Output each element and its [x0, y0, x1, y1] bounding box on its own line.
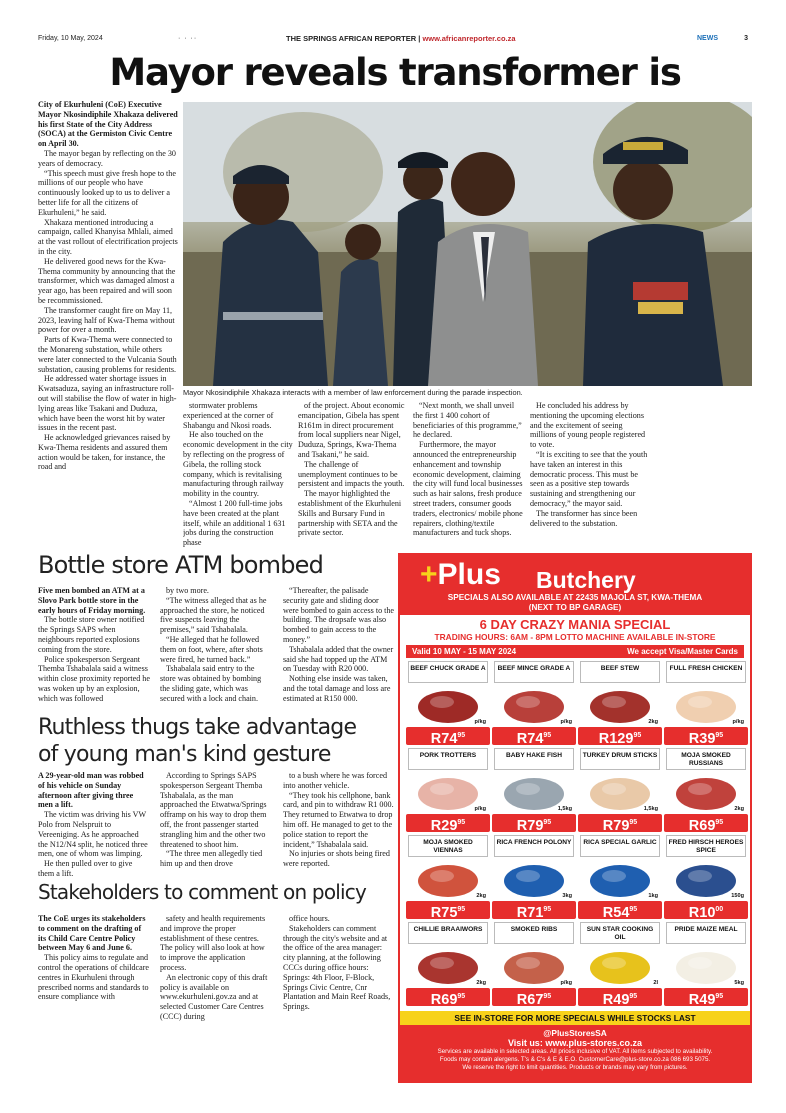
product-weight: p/kg	[474, 719, 486, 725]
page-number: 3	[744, 35, 748, 42]
product-tile	[492, 748, 576, 833]
product-weight: 2kg	[648, 719, 658, 725]
price-cents: 95	[543, 732, 552, 739]
product-tile	[664, 835, 748, 920]
product-tile	[406, 922, 490, 1007]
paragraph: “Next month, we shall unveil the first 1 400 cohort of beneficiaries of this programme,” he declared.	[413, 401, 522, 440]
price-cents: 95	[633, 732, 642, 739]
thugs-headline-line-2: of young man's kind gesture	[38, 742, 331, 767]
paragraph: “Thereafter, the palisade security gate and sliding door were bombed to gain access to the building. The dropsafe was also bombed to gain access to the money.”	[283, 586, 395, 644]
product-price	[406, 988, 490, 1006]
price-rand: R29	[430, 818, 458, 834]
product-weight: p/kg	[732, 719, 744, 725]
product-price	[492, 988, 576, 1006]
paragraph: The transformer has since been delivered to the substation.	[530, 508, 638, 528]
price-rand: R71	[516, 905, 544, 921]
product-name: TURKEY DRUM STICKS	[580, 748, 660, 770]
paragraph: to a bush where he was forced into another vehicle.	[283, 771, 387, 790]
product-tile	[664, 748, 748, 833]
paragraph: The challenge of unemployment continues to be persistent and impacts the youth.	[298, 459, 405, 489]
product-weight: p/kg	[560, 719, 572, 725]
paragraph: He concluded his address by mentioning the upcoming elections and the excitement of seeing millions of young people registered to vote.	[530, 401, 646, 450]
price-rand: R49	[602, 992, 630, 1008]
product-image	[580, 944, 660, 988]
product-tile	[578, 661, 662, 746]
paragraph: This policy aims to regulate and control the operations of childcare centres in Ekurhuleni through prescribed norms and standards to ensure compliance with	[38, 953, 150, 1002]
paragraph: “Almost 1 200 full-time jobs have been created at the plant itself, while an additional 1 631 jobs during the construction phase	[183, 498, 286, 548]
paragraph: by two more.	[166, 586, 209, 595]
paragraph: The bottle store owner notified the Springs SAPS when neighbours reported explosions coming from the store.	[38, 615, 145, 654]
product-price	[492, 901, 576, 919]
product-weight: p/kg	[560, 980, 572, 986]
product-name: PORK TROTTERS	[408, 748, 488, 770]
paragraph: Stakeholders can comment through the city's website and at the office of the area manager: city planning, at the following CCCs during office hours: Springs: 4th Floor, F-Block, Springs Civic Centre, Cnr Plantation and Main Reef Roads, Springs.	[283, 923, 391, 1012]
product-price	[406, 901, 490, 919]
price-rand: R54	[602, 905, 630, 921]
paragraph: Five men bombed an ATM at a Slovo Park bottle store in the early hours of Friday morning.	[38, 586, 146, 615]
thugs-headline-line-1: Ruthless thugs take advantage	[38, 715, 357, 740]
product-price	[578, 988, 662, 1006]
social-handle[interactable]: @PlusStoresSA	[543, 1028, 607, 1038]
price-rand: R69	[688, 818, 716, 834]
price-cents: 95	[457, 906, 466, 913]
price-cents: 95	[715, 819, 724, 826]
price-rand: R79	[602, 818, 630, 834]
product-price	[492, 814, 576, 832]
product-price	[664, 727, 748, 745]
photo-illustration	[183, 102, 752, 386]
paragraph: The transformer caught fire on May 11, 2023, leaving half of Kwa-Thema without power for over a month.	[38, 305, 175, 335]
product-tile	[406, 748, 490, 833]
price-cents: 95	[457, 732, 466, 739]
paragraph: Xhakaza mentioned introducing a campaign, called Khanyisa Mhlali, aimed at the vast rollout of electrification projects in the city.	[38, 217, 178, 256]
product-weight: 150g	[731, 893, 744, 899]
product-name: RICA SPECIAL GARLIC	[580, 835, 660, 857]
paragraph: The mayor highlighted the establishment of the Ekurhuleni Skills and Bursary Fund in partnership with SETA and the private sector.	[298, 489, 402, 538]
bottle-store-headline: Bottle store ATM bombed	[38, 551, 324, 579]
paragraph: The mayor began by reflecting on the 30 years of democracy.	[38, 148, 176, 168]
story4-column-1	[38, 914, 150, 1084]
paragraph: The victim was driving his VW Polo from Nelspruit to Vereeniging. As he approached the N12/N4 split, he noticed three men, one of whom was limping.	[38, 810, 148, 859]
paragraph: An electronic copy of this draft policy is available on www.ekurhuleni.gov.za and at selected Customer Care Centres (CCC) during	[160, 972, 268, 1021]
publication-name	[286, 34, 516, 43]
paragraph: Furthermore, the mayor announced the entrepreneurship enhancement and township economic development, claiming the city will fund local businesses such as hair salons, fresh produce street traders, consumer goods traders, electronics/ mobile phone repairers, clothing/textile manufacturers and tuck shops.	[413, 440, 523, 538]
product-name: RICA FRENCH POLONY	[494, 835, 574, 857]
price-rand: R69	[430, 992, 458, 1008]
product-name: BEEF CHUCK GRADE A	[408, 661, 488, 683]
price-cents: 95	[715, 732, 724, 739]
product-name: CHILLIE BRAAIWORS	[408, 922, 488, 944]
product-price	[406, 814, 490, 832]
payment-cards: We accept Visa/Master Cards	[627, 647, 738, 656]
availability-line-2: (NEXT TO BP GARAGE)	[528, 603, 622, 612]
price-rand: R74	[430, 731, 458, 747]
paragraph: “The witness alleged that as he approached the store, he noticed five suspects leaving the premises,” said Tshabalala.	[160, 595, 267, 635]
price-cents: 95	[543, 993, 552, 1000]
photo-caption: Mayor Nkosindiphile Xhakaza interacts with a member of law enforcement during the parade inspection.	[183, 388, 523, 397]
price-rand: R129	[598, 731, 634, 747]
price-rand: R74	[516, 731, 544, 747]
paragraph: He delivered good news for the Kwa-Thema community by announcing that the transformer, which was damaged almost a year ago, has been repaired and will soon be recommissioned.	[38, 256, 176, 305]
product-weight: 1,5kg	[643, 806, 658, 812]
paragraph: “He alleged that he followed them on foot, where, after shots were fired, he turned back.”	[160, 634, 263, 664]
paragraph: “This speech must give fresh hope to the millions of our people who have continuously looked up to us to deliver a better life for all the citizens of Ekurhuleni,” he said.	[38, 168, 176, 217]
price-cents: 95	[457, 819, 466, 826]
story4-column-3	[283, 914, 395, 1084]
price-rand: R75	[430, 905, 458, 921]
main-headline: Mayor reveals transformer is	[109, 51, 681, 94]
paragraph: Tshabalala said entry to the store was obtained by bombing the sliding gate, which was secured with a lock and chain.	[160, 664, 262, 703]
story2-column-2	[160, 586, 272, 708]
paragraph: He then pulled over to give them a lift.	[38, 859, 133, 877]
product-weight: 2l	[653, 980, 658, 986]
availability-note	[400, 593, 750, 613]
paragraph: “It is exciting to see that the youth have taken an interest in this democratic process. This must be seen as a positive step towards sustaining and strengthening our democracy,” the mayor said.	[530, 449, 648, 508]
product-tile	[664, 922, 748, 1007]
price-rand: R67	[516, 992, 544, 1008]
news-photo	[183, 102, 752, 386]
price-rand: R10	[688, 905, 716, 921]
availability-line-1: SPECIALS ALSO AVAILABLE AT 22435 MAJOLA ST, KWA-THEMA	[447, 593, 703, 602]
paragraph: Tshabalala added that the owner said she had topped up the ATM on Tuesday with R20 000.	[283, 644, 394, 674]
publication-title: THE SPRINGS AFRICAN REPORTER	[286, 34, 417, 43]
product-weight: 1,5kg	[557, 806, 572, 812]
product-price	[578, 901, 662, 919]
paragraph: No injuries or shots being fired were reported.	[283, 849, 390, 869]
product-tile	[578, 748, 662, 833]
product-name: SMOKED RIBS	[494, 922, 574, 944]
product-name: MOJA SMOKED RUSSIANS	[666, 748, 746, 770]
product-name: FULL FRESH CHICKEN	[666, 661, 746, 683]
product-tile	[492, 661, 576, 746]
plus-butchery-advert	[398, 553, 752, 1083]
price-rand: R79	[516, 818, 544, 834]
main-story-column-4	[413, 401, 525, 549]
product-weight: 2kg	[476, 980, 486, 986]
stakeholders-headline: Stakeholders to comment on policy	[38, 880, 366, 904]
main-story-column-3	[298, 401, 408, 549]
product-tile	[492, 922, 576, 1007]
product-price	[578, 727, 662, 745]
page-header	[38, 33, 752, 47]
section-label: NEWS	[697, 35, 718, 42]
story4-column-2	[160, 914, 272, 1084]
see-instore-banner: SEE IN-STORE FOR MORE SPECIALS WHILE STOCKS LAST	[400, 1011, 750, 1025]
product-price	[492, 727, 576, 745]
paragraph: He also touched on the economic development in the city by reflecting on the progress of Gibela, the rolling stock company, which is revitalising manufacturing through railway mobility in the country.	[183, 430, 293, 499]
advert-banner	[400, 555, 750, 615]
paragraph: He addressed water shortage issues in Kwatsaduza, saying an infrastructure roll-out will stabilise the flow of water in high-lying areas like Tsakani and Duduza, which have been the worst hit by water issues in the recent past.	[38, 374, 177, 433]
paragraph: According to Springs SAPS spokesperson Sergeant Themba Tshabalala, as the man approached the Etwatwa/Springs offramp on his way to drop them off, the front passenger started strangling him and the other two threatened to shoot him.	[160, 771, 267, 849]
paragraph: “They took his cellphone, bank card, and pin to withdraw R1 000. They returned to Etwatwa to drop him off. He managed to get to the police station to report the incident,” Tshabalala said.	[283, 790, 394, 849]
paragraph: stormwater problems experienced at the corner of Shabangu and Nkosi roads.	[183, 401, 274, 430]
product-weight: 1kg	[648, 893, 658, 899]
trading-hours: TRADING HOURS: 6AM - 8PM LOTTO MACHINE AVAILABLE IN-STORE	[434, 632, 716, 642]
story3-column-1	[38, 771, 150, 877]
header-dots: · · ··	[178, 35, 198, 42]
plus-word: Plus	[437, 558, 501, 591]
story2-column-1	[38, 586, 150, 708]
paragraph: Nothing else inside was taken, and the total damage and loss are estimated at R150 000.	[283, 674, 391, 703]
product-tile	[406, 661, 490, 746]
fine-print-3: We reserve the right to limit quantities. Products or brands may vary from pictures.	[462, 1064, 688, 1071]
thugs-headline	[38, 714, 356, 768]
paragraph: of the project. About economic emancipation, Gibela has spent R161m in direct procurement from local suppliers near Nigel, Duduza, Springs, Kwa-Thema and Tsakani,” he said.	[298, 401, 405, 459]
product-name: BABY HAKE FISH	[494, 748, 574, 770]
product-price	[664, 988, 748, 1006]
product-name: SUN STAR COOKING OIL	[580, 922, 660, 944]
valid-dates: Valid 10 MAY - 15 MAY 2024	[412, 647, 517, 656]
price-rand: R39	[688, 731, 716, 747]
product-price	[664, 814, 748, 832]
crazy-mania-title: 6 DAY CRAZY MANIA SPECIAL	[479, 617, 671, 632]
price-cents: 95	[629, 906, 638, 913]
product-price	[406, 727, 490, 745]
product-name: FRED HIRSCH HEROES SPICE	[666, 835, 746, 857]
publication-url[interactable]: www.africanreporter.co.za	[422, 34, 516, 43]
fine-print-1: Services are available in selected areas. All prices inclusive of VAT. All items subjected to availability.	[437, 1048, 713, 1055]
paragraph: Police spokesperson Sergeant Themba Tshabalala said a witness within close proximity reported he was woken up by an explosion, which was followed	[38, 654, 150, 703]
paragraph: “The three men allegedly tied him up and then drove	[160, 849, 263, 869]
product-tile	[664, 661, 748, 746]
price-cents: 95	[543, 906, 552, 913]
product-weight: 2kg	[476, 893, 486, 899]
publication-separator: |	[416, 34, 423, 43]
advert-footer	[400, 1025, 750, 1081]
product-weight: 2kg	[734, 806, 744, 812]
product-name: BEEF MINCE GRADE A	[494, 661, 574, 683]
product-tile	[406, 835, 490, 920]
price-cents: 95	[629, 819, 638, 826]
product-weight: 3kg	[562, 893, 572, 899]
paragraph: City of Ekurhuleni (CoE) Executive Mayor Nkosindiphile Xhakaza delivered his first State of the City Address (SOCA) at the Germiston Civic Centre on April 30.	[38, 100, 178, 149]
product-weight: p/kg	[474, 806, 486, 812]
validity-bar	[406, 645, 744, 658]
product-price	[578, 814, 662, 832]
story3-column-3	[283, 771, 395, 877]
fine-print-2: Foods may contain alergens. T's & C's & E & E.O. CustomerCare@plus-store.co.za 086 693 5075.	[439, 1056, 711, 1063]
paragraph: Parts of Kwa-Thema were connected to the Monareng substation, while others were later connected to the Vulcania South substation, causing problems for residents.	[38, 335, 177, 374]
paragraph: office hours.	[289, 914, 330, 923]
main-story-column-5	[530, 401, 648, 549]
main-story-column-1	[38, 100, 178, 550]
product-name: BEEF STEW	[580, 661, 660, 683]
story2-column-3	[283, 586, 395, 708]
story3-column-2	[160, 771, 272, 877]
product-weight: 5kg	[734, 980, 744, 986]
price-cents: 95	[715, 993, 724, 1000]
website-link[interactable]: Visit us: www.plus-stores.co.za	[507, 1038, 643, 1048]
paragraph: safety and health requirements and improve the proper establishment of these centres. The policy will also look at how to improve the application process.	[160, 914, 266, 972]
product-tile	[578, 922, 662, 1007]
product-name: MOJA SMOKED VIENNAS	[408, 835, 488, 857]
price-cents: 95	[543, 819, 552, 826]
price-cents: 95	[629, 993, 638, 1000]
paragraph: He acknowledged grievances raised by Kwa-Thema residents and assured them action would be taken, for instance, the road and	[38, 433, 171, 472]
plus-symbol: +	[420, 558, 438, 591]
price-rand: R49	[688, 992, 716, 1008]
issue-date: Friday, 10 May, 2024	[38, 35, 103, 42]
paragraph: A 29-year-old man was robbed of his vehicle on Sunday afternoon after giving three men a lift.	[38, 771, 144, 810]
main-story-column-2	[183, 401, 293, 549]
product-name: PRIDE MAIZE MEAL	[666, 922, 746, 944]
product-tile	[492, 835, 576, 920]
product-tile	[578, 835, 662, 920]
paragraph: The CoE urges its stakeholders to comment on the drafting of its Child Care Centre Policy between May 6 and June 6.	[38, 914, 146, 953]
price-cents: 95	[457, 993, 466, 1000]
butchery-title: Butchery	[536, 567, 636, 593]
price-cents: 00	[715, 906, 724, 913]
plus-logo	[420, 558, 501, 592]
product-price	[664, 901, 748, 919]
